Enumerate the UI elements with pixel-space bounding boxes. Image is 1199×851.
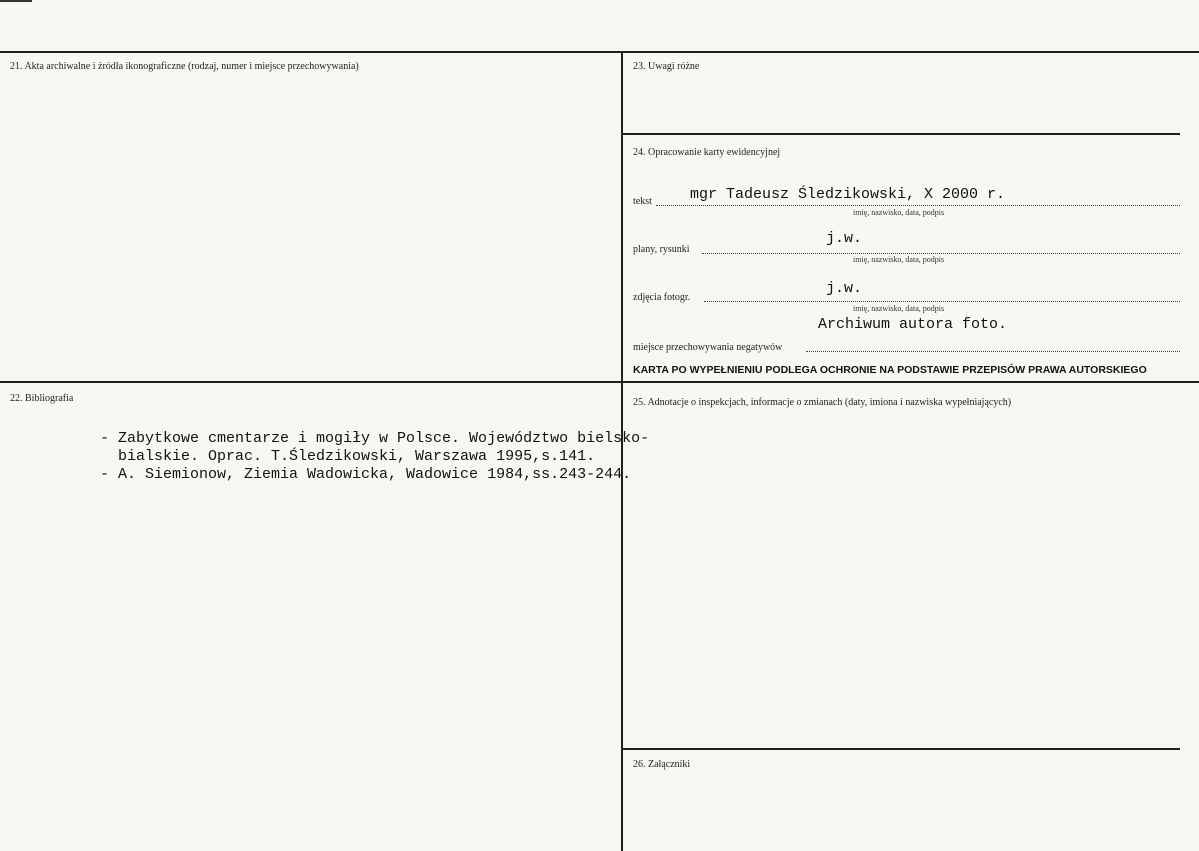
rule-25-26 bbox=[623, 748, 1180, 750]
corner-mark bbox=[0, 0, 32, 2]
zdjecia-value: j.w. bbox=[826, 280, 863, 297]
plany-value: j.w. bbox=[826, 230, 863, 247]
miejsce-dotted-line bbox=[806, 351, 1180, 352]
zdjecia-caption: imię, nazwisko, data, podpis bbox=[853, 304, 945, 313]
bibliography-line: - A. Siemionow, Ziemia Wadowicka, Wadowice 1984,ss.243-244. bbox=[100, 466, 632, 483]
plany-caption: imię, nazwisko, data, podpis bbox=[853, 255, 945, 264]
section-25-label: 25. Adnotacje o inspekcjach, informacje o zmianach (daty, imiona i nazwiska wypełniających) bbox=[633, 397, 1012, 408]
zdjecia-label: zdjęcia fotogr. bbox=[633, 292, 691, 303]
top-rule bbox=[0, 51, 1199, 53]
plany-label: plany, rysunki bbox=[633, 244, 690, 255]
tekst-value: mgr Tadeusz Śledzikowski, X 2000 r. bbox=[690, 186, 1006, 203]
miejsce-label: miejsce przechowywania negatywów bbox=[633, 342, 783, 353]
copyright-note: KARTA PO WYPEŁNIENIU PODLEGA OCHRONIE NA PODSTAWIE PRZEPISÓW PRAWA AUTORSKIEGO bbox=[633, 364, 1147, 376]
section-23-label: 23. Uwagi różne bbox=[633, 61, 700, 72]
bibliography-line: bialskie. Oprac. T.Śledzikowski, Warszawa 1995,s.141. bbox=[100, 448, 596, 465]
bibliography-list bbox=[100, 430, 649, 484]
tekst-label: tekst bbox=[633, 196, 652, 207]
zdjecia-dotted-line bbox=[704, 301, 1180, 302]
bibliography-line: - Zabytkowe cmentarze i mogiły w Polsce. Województwo bielsko- bbox=[100, 430, 650, 447]
tekst-caption: imię, nazwisko, data, podpis bbox=[853, 208, 945, 217]
section-26-label: 26. Załączniki bbox=[633, 759, 691, 770]
section-24-label: 24. Opracowanie karty ewidencyjnej bbox=[633, 147, 781, 158]
section-22-label: 22. Bibliografia bbox=[10, 393, 74, 404]
plany-dotted-line bbox=[702, 253, 1180, 254]
miejsce-value: Archiwum autora foto. bbox=[818, 316, 1008, 333]
rule-23-24 bbox=[623, 133, 1180, 135]
section-21-label: 21. Akta archiwalne i źródła ikonograficzne (rodzaj, numer i miejsce przechowywania) bbox=[10, 61, 359, 72]
tekst-dotted-line bbox=[656, 205, 1180, 206]
middle-rule bbox=[0, 381, 1199, 383]
